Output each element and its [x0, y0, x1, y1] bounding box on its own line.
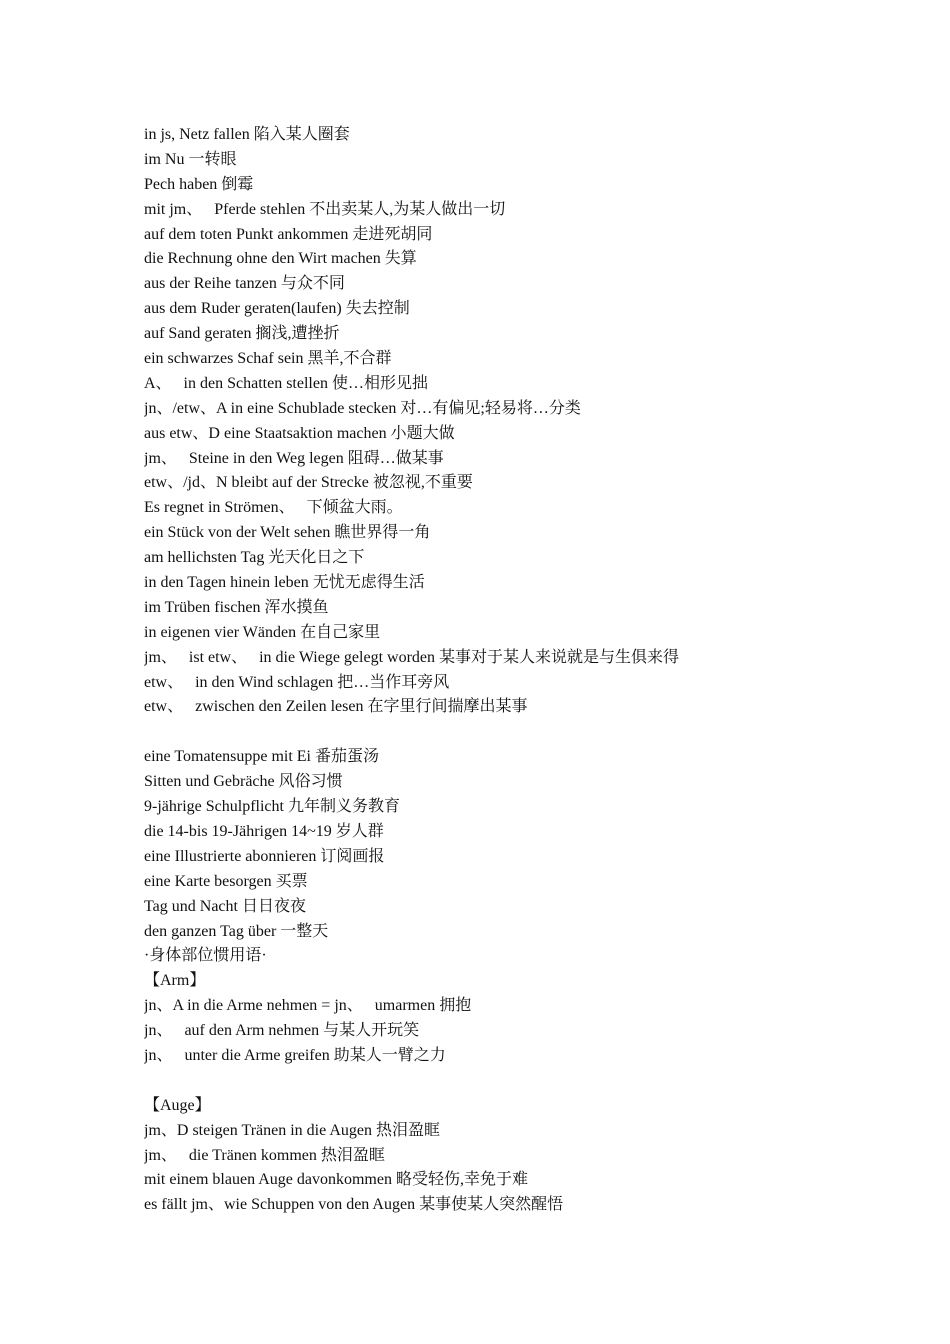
text-line: jn、 auf den Arm nehmen 与某人开玩笑	[144, 1022, 420, 1040]
text-line: 9-jährige Schulpflicht 九年制义务教育	[144, 798, 400, 816]
section-heading-arm: 【Arm】	[144, 972, 206, 990]
text-line: A、 in den Schatten stellen 使…相形见拙	[144, 374, 428, 392]
text-line: jm、D steigen Tränen in die Augen 热泪盈眶	[144, 1121, 440, 1139]
text-line: jn、/etw、A in eine Schublade stecken 对…有偏见;轻易将…分类	[144, 399, 581, 417]
text-line: in den Tagen hinein leben 无忧无虑得生活	[144, 574, 425, 592]
text-line: aus dem Ruder geraten(laufen) 失去控制	[144, 300, 410, 318]
text-line: eine Karte besorgen 买票	[144, 872, 308, 890]
text-line: Tag und Nacht 日日夜夜	[144, 897, 306, 915]
text-line: aus etw、D eine Staatsaktion machen 小题大做	[144, 424, 455, 442]
section-heading-auge: 【Auge】	[144, 1096, 211, 1114]
text-line: im Trüben fischen 浑水摸鱼	[144, 598, 329, 616]
text-line: aus der Reihe tanzen 与众不同	[144, 275, 345, 293]
text-line: eine Tomatensuppe mit Ei 番茄蛋汤	[144, 748, 379, 766]
text-line: Es regnet in Strömen、 下倾盆大雨。	[144, 499, 403, 517]
text-line: den ganzen Tag über 一整天	[144, 922, 329, 940]
text-line: im Nu 一转眼	[144, 150, 237, 168]
section-heading: ·身体部位惯用语·	[144, 947, 267, 965]
text-line: ein schwarzes Schaf sein 黑羊,不合群	[144, 350, 392, 368]
text-line: ein Stück von der Welt sehen 瞧世界得一角	[144, 524, 431, 542]
text-line: mit jm、 Pferde stehlen 不出卖某人,为某人做出一切	[144, 200, 506, 218]
text-line: in js, Netz fallen 陷入某人圈套	[144, 126, 350, 143]
blank-line	[144, 720, 904, 745]
text-line: jm、 die Tränen kommen 热泪盈眶	[144, 1146, 385, 1164]
text-line: die Rechnung ohne den Wirt machen 失算	[144, 250, 417, 268]
text-line: etw、 zwischen den Zeilen lesen 在字里行间揣摩出某事	[144, 698, 528, 716]
document-body	[144, 123, 904, 1218]
text-line: jm、 ist etw、 in die Wiege gelegt worden 某事对于某人来说就是与生俱来得	[144, 648, 680, 666]
text-line: auf dem toten Punkt ankommen 走进死胡同	[144, 225, 433, 243]
text-line: die 14-bis 19-Jährigen 14~19 岁人群	[144, 822, 384, 840]
text-line: am hellichsten Tag 光天化日之下	[144, 549, 365, 567]
text-line: eine Illustrierte abonnieren 订阅画报	[144, 847, 385, 865]
text-line: etw、 in den Wind schlagen 把…当作耳旁风	[144, 673, 450, 691]
text-line: mit einem blauen Auge davonkommen 略受轻伤,幸免于难	[144, 1171, 528, 1189]
text-line: etw、/jd、N bleibt auf der Strecke 被忽视,不重要	[144, 474, 473, 492]
text-line: Pech haben 倒霉	[144, 175, 254, 193]
text-line: jm、 Steine in den Weg legen 阻碍…做某事	[144, 449, 444, 467]
text-line: auf Sand geraten 搁浅,遭挫折	[144, 325, 340, 343]
text-line: jn、A in die Arme nehmen = jn、 umarmen 拥抱	[144, 997, 472, 1015]
text-line: es fällt jm、wie Schuppen von den Augen 某事使某人突然醒悟	[144, 1196, 564, 1214]
text-line: jn、 unter die Arme greifen 助某人一臂之力	[144, 1046, 446, 1064]
text-line: Sitten und Gebräche 风俗习惯	[144, 773, 343, 791]
blank-line	[144, 1069, 904, 1094]
text-line: in eigenen vier Wänden 在自己家里	[144, 623, 381, 641]
